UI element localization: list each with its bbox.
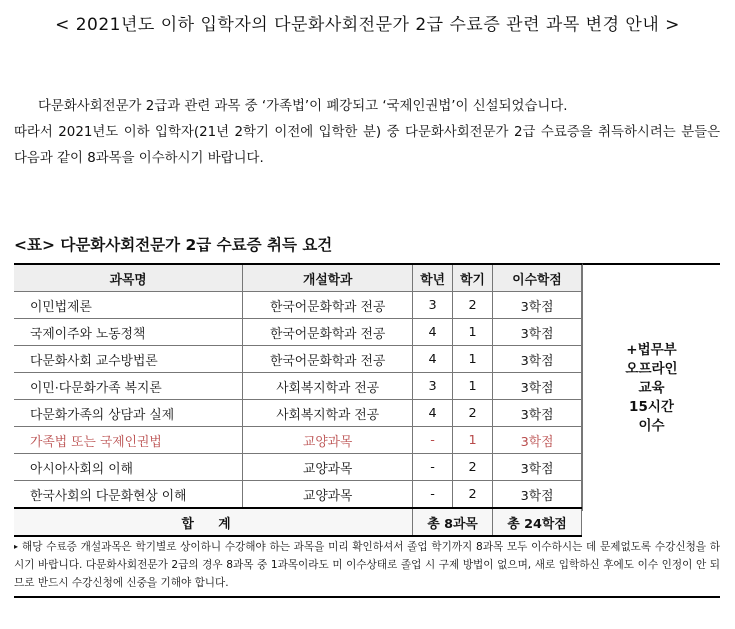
intro-line-1: 다문화사회전문가 2급과 관련 과목 중 ‘가족법’이 폐강되고 ‘국제인권법’이 신설되었습니다. <box>38 99 568 114</box>
course-cell: 다문화사회 교수방법론 <box>14 346 243 373</box>
credits-cell: 3학점 <box>493 400 582 427</box>
credits-cell: 3학점 <box>493 454 582 481</box>
year-cell: 4 <box>413 346 453 373</box>
semester-cell: 1 <box>453 373 493 400</box>
semester-cell: 1 <box>453 427 493 454</box>
notice-title: < 2021년도 이하 입학자의 다문화사회전문가 2급 수료증 관련 과목 변경 안내 > <box>55 15 680 35</box>
dept-cell: 사회복지학과 전공 <box>243 373 413 400</box>
dept-cell: 한국어문화학과 전공 <box>243 292 413 319</box>
footnote-text: 해당 수료증 개설과목은 학기별로 상이하니 수강해야 하는 과목을 미리 확인하셔서 졸업 학기까지 8과목 모두 이수하시는 데 문제없도록 수강신청을 하시기 바랍니다. 다문화사회전문가 2급의 경우 8과목 중 1과목이라도 미 이수상태로 졸업 시 구제 방법이 없으며, 새로 입학하신 후에도 이수 인정이 안 되므로 반드시 수강신청에 신중을 기해야 합니다. <box>14 541 720 589</box>
col-header-course: 과목명 <box>14 264 243 292</box>
requirements-table <box>14 263 582 537</box>
col-header-credits: 이수학점 <box>493 264 582 292</box>
year-cell: 3 <box>413 292 453 319</box>
credits-cell: 3학점 <box>493 319 582 346</box>
dept-cell: 교양과목 <box>243 454 413 481</box>
credits-cell: 3학점 <box>493 292 582 319</box>
table-row <box>14 454 582 481</box>
year-cell: 4 <box>413 400 453 427</box>
semester-cell: 1 <box>453 346 493 373</box>
year-cell: - <box>413 427 453 454</box>
table-row <box>14 481 582 509</box>
course-cell: 한국사회의 다문화현상 이해 <box>14 481 243 509</box>
semester-cell: 2 <box>453 292 493 319</box>
course-cell: 국제이주와 노동정책 <box>14 319 243 346</box>
table-title: <표> 다문화사회전문가 2급 수료증 취득 요건 <box>14 236 333 254</box>
intro-paragraph <box>14 94 720 172</box>
triangle-bullet-icon: ▸ <box>14 542 19 551</box>
table-row <box>14 373 582 400</box>
semester-cell: 1 <box>453 319 493 346</box>
side-requirement-box <box>582 263 720 511</box>
year-cell: 3 <box>413 373 453 400</box>
credits-cell: 3학점 <box>493 346 582 373</box>
semester-cell: 2 <box>453 400 493 427</box>
col-header-semester: 학기 <box>453 264 493 292</box>
dept-cell: 한국어문화학과 전공 <box>243 319 413 346</box>
course-cell: 다문화가족의 상담과 실제 <box>14 400 243 427</box>
dept-cell: 교양과목 <box>243 481 413 509</box>
credits-cell: 3학점 <box>493 373 582 400</box>
side-requirement-text: +법무부 오프라인 교육 15시간 이수 <box>625 341 678 434</box>
col-header-year: 학년 <box>413 264 453 292</box>
table-row-highlighted <box>14 427 582 454</box>
credits-cell: 3학점 <box>493 427 582 454</box>
credits-cell: 3학점 <box>493 481 582 509</box>
total-credits: 총 24학점 <box>493 508 582 536</box>
table-row <box>14 319 582 346</box>
course-cell: 가족법 또는 국제인권법 <box>14 427 243 454</box>
semester-cell: 2 <box>453 481 493 509</box>
total-label: 합 계 <box>14 508 413 536</box>
course-cell: 이민·다문화가족 복지론 <box>14 373 243 400</box>
year-cell: - <box>413 454 453 481</box>
footnote <box>14 538 720 598</box>
year-cell: 4 <box>413 319 453 346</box>
dept-cell: 사회복지학과 전공 <box>243 400 413 427</box>
table-row <box>14 400 582 427</box>
table-header-row <box>14 264 582 292</box>
semester-cell: 2 <box>453 454 493 481</box>
course-cell: 이민법제론 <box>14 292 243 319</box>
total-row <box>14 508 582 536</box>
year-cell: - <box>413 481 453 509</box>
table-row <box>14 292 582 319</box>
table-row <box>14 346 582 373</box>
total-courses: 총 8과목 <box>413 508 493 536</box>
dept-cell: 한국어문화학과 전공 <box>243 346 413 373</box>
col-header-dept: 개설학과 <box>243 264 413 292</box>
dept-cell: 교양과목 <box>243 427 413 454</box>
intro-line-2: 따라서 2021년도 이하 입학자(21년 2학기 이전에 입학한 분) 중 다문화사회전문가 2급 수료증을 취득하시려는 분들은 다음과 같이 8과목을 이수하시기 바랍니다. <box>14 125 720 166</box>
course-cell: 아시아사회의 이해 <box>14 454 243 481</box>
